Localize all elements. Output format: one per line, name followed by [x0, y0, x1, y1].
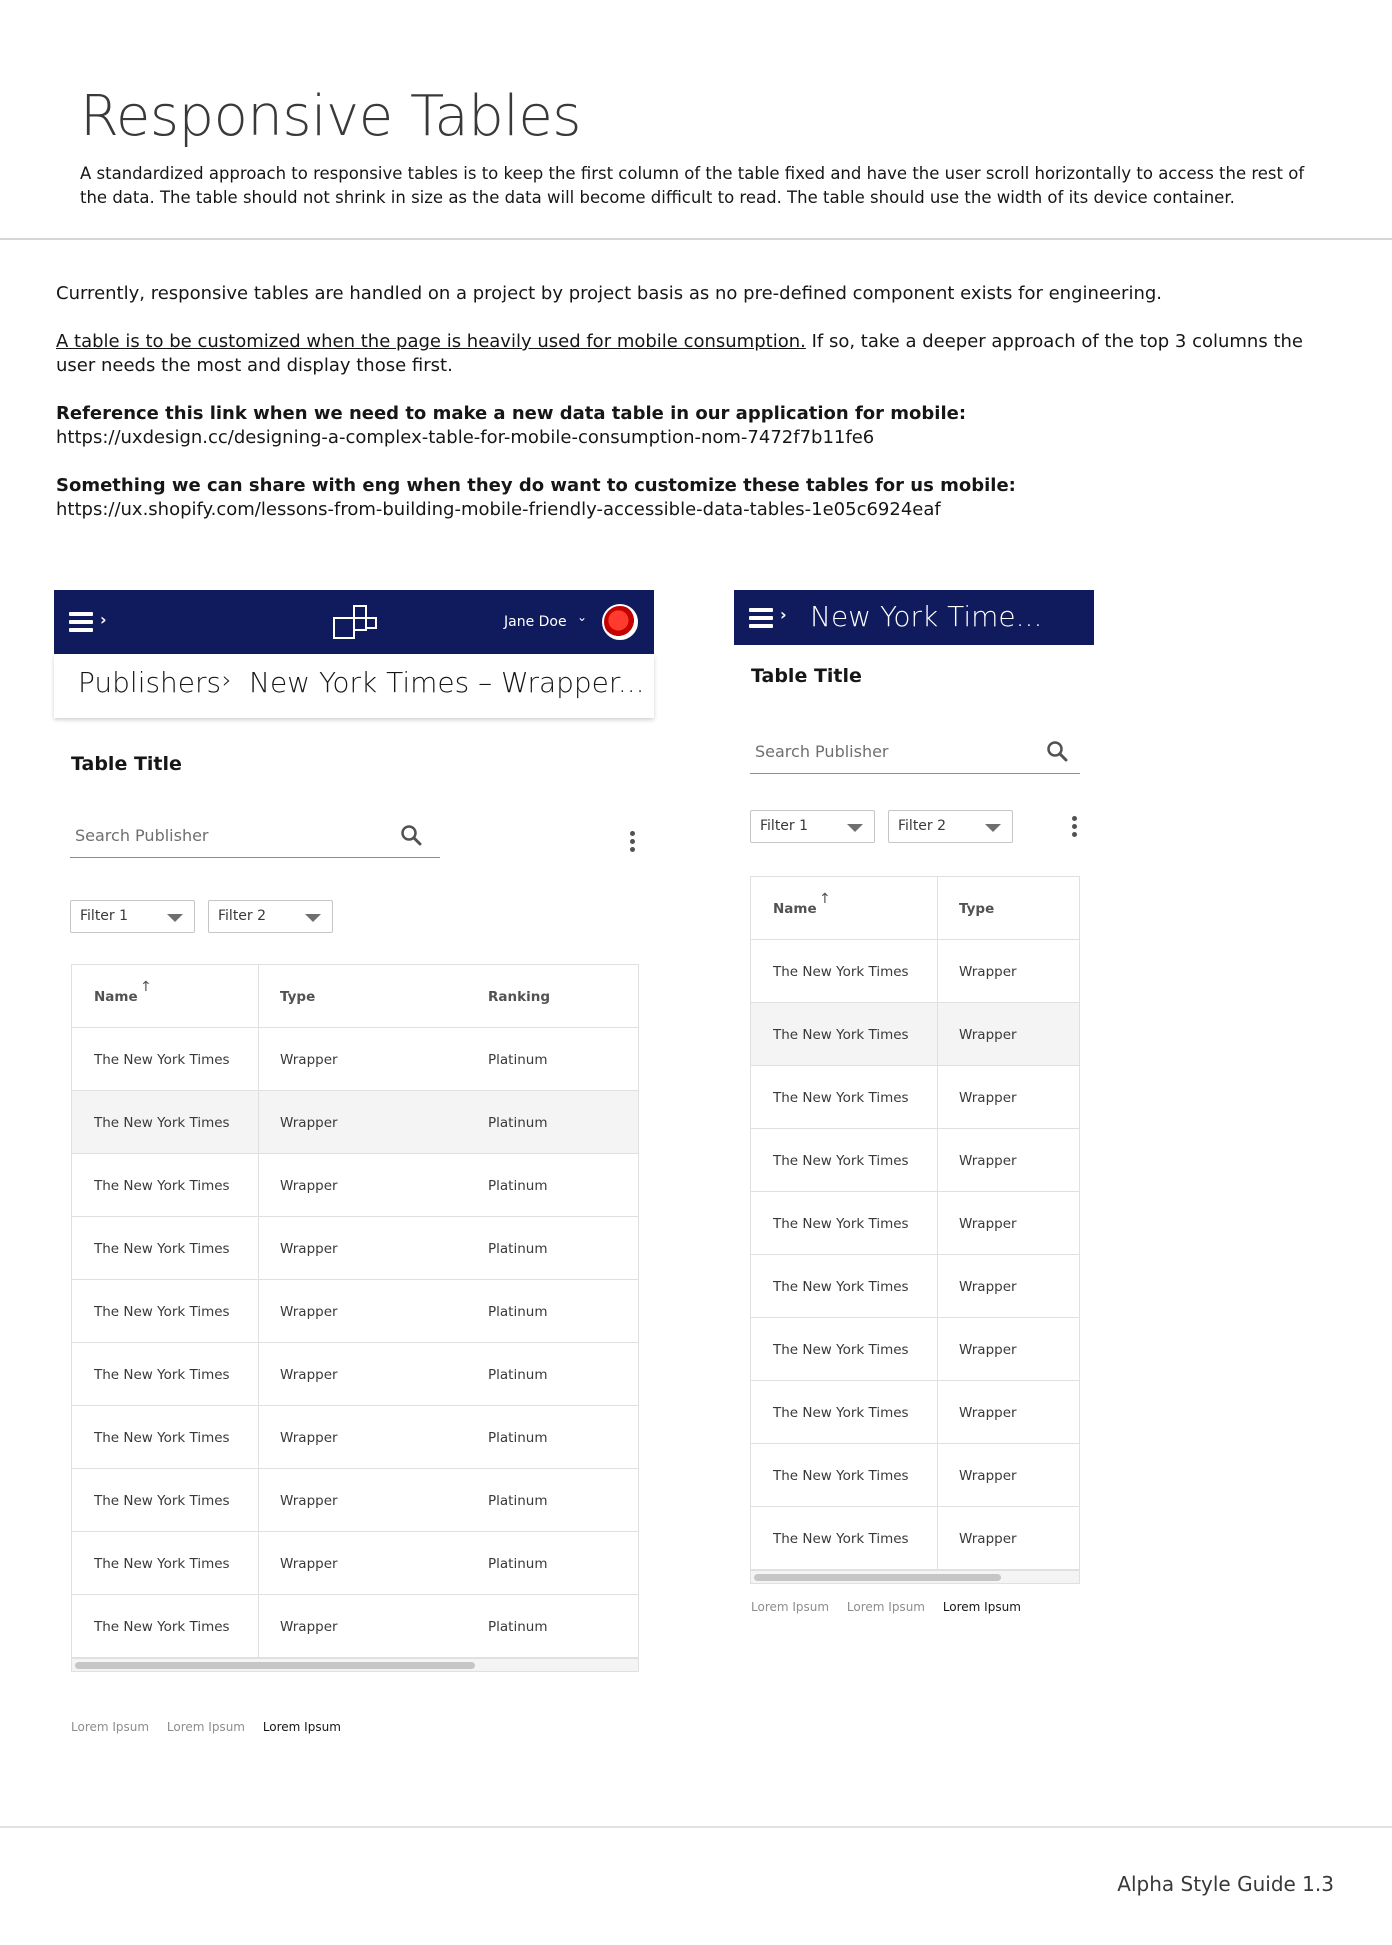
overflow-menu-icon[interactable] — [630, 831, 636, 855]
caret-down-icon — [167, 914, 183, 922]
horizontal-scrollbar[interactable] — [751, 1570, 1079, 1583]
column-header-type[interactable]: Type — [280, 988, 316, 1005]
table-row[interactable] — [72, 1595, 638, 1658]
column-header-type[interactable]: Type — [959, 900, 995, 917]
table-cell: The New York Times — [94, 1492, 230, 1509]
scrollbar-thumb[interactable] — [75, 1662, 475, 1669]
table-cell: Wrapper — [280, 1429, 338, 1446]
caret-down-icon — [847, 824, 863, 832]
table-cell: Wrapper — [959, 1215, 1017, 1232]
table-cell: Wrapper — [959, 1278, 1017, 1295]
column-header-name[interactable]: Name — [94, 988, 138, 1005]
table-cell: The New York Times — [773, 1341, 909, 1358]
table-row[interactable] — [751, 1003, 1079, 1066]
table-cell: Wrapper — [959, 1152, 1017, 1169]
desktop-mockup — [54, 590, 654, 1750]
customization-condition: A table is to be customized when the page is heavily used for mobile consumption. — [56, 331, 806, 352]
table-cell: Platinum — [488, 1303, 548, 1320]
table-cell: Platinum — [488, 1618, 548, 1635]
table-row[interactable] — [72, 1154, 638, 1217]
pagination-link-2[interactable]: Lorem Ipsum — [846, 1600, 925, 1614]
sort-arrow-up-icon[interactable]: ↑ — [819, 891, 831, 907]
table-cell: Platinum — [488, 1492, 548, 1509]
mobile-data-table — [750, 876, 1080, 1584]
table-row[interactable] — [72, 1406, 638, 1469]
table-cell: Wrapper — [280, 1366, 338, 1383]
table-cell: Wrapper — [959, 1404, 1017, 1421]
table-row[interactable] — [751, 1129, 1079, 1192]
avatar[interactable] — [602, 604, 638, 640]
table-cell: Wrapper — [280, 1618, 338, 1635]
desktop-navbar — [54, 590, 654, 654]
mobile-navbar — [734, 590, 1094, 645]
table-row[interactable] — [751, 1192, 1079, 1255]
pagination-link-2[interactable]: Lorem Ipsum — [166, 1720, 245, 1734]
table-row[interactable] — [751, 1444, 1079, 1507]
filter-dropdown-1[interactable] — [750, 810, 875, 843]
table-cell: The New York Times — [773, 1530, 909, 1547]
table-cell: Platinum — [488, 1366, 548, 1383]
caret-down-icon — [305, 914, 321, 922]
table-cell: Platinum — [488, 1177, 548, 1194]
search-placeholder: Search Publisher — [755, 742, 889, 761]
table-row[interactable] — [751, 1318, 1079, 1381]
pagination — [751, 1600, 1035, 1614]
table-cell: The New York Times — [773, 1089, 909, 1106]
table-row[interactable] — [751, 1066, 1079, 1129]
filter-dropdown-2[interactable] — [208, 900, 333, 933]
table-row[interactable] — [72, 1091, 638, 1154]
table-cell: The New York Times — [773, 1467, 909, 1484]
table-cell: Platinum — [488, 1240, 548, 1257]
table-row[interactable] — [751, 1255, 1079, 1318]
table-cell: Platinum — [488, 1555, 548, 1572]
table-cell: The New York Times — [773, 1278, 909, 1295]
hamburger-icon[interactable] — [749, 608, 773, 628]
page-title: Responsive Tables — [80, 84, 581, 149]
table-cell: The New York Times — [94, 1177, 230, 1194]
table-cell: The New York Times — [94, 1051, 230, 1068]
horizontal-scrollbar[interactable] — [72, 1658, 638, 1671]
paragraph-customization — [56, 330, 1346, 378]
table-cell: Wrapper — [959, 1341, 1017, 1358]
breadcrumb-item-publishers[interactable]: Publishers — [78, 666, 222, 699]
chevron-down-icon[interactable]: ⌄ — [577, 610, 588, 624]
reference-link-block-2 — [56, 474, 1346, 522]
table-row[interactable] — [72, 1532, 638, 1595]
mobile-nav-title: New York Time... — [810, 600, 1043, 633]
table-row[interactable] — [72, 1280, 638, 1343]
footer-version: Alpha Style Guide 1.3 — [1117, 1872, 1334, 1896]
hamburger-icon[interactable] — [69, 612, 93, 632]
table-cell: Wrapper — [959, 1089, 1017, 1106]
table-cell: The New York Times — [773, 963, 909, 980]
table-row[interactable] — [751, 940, 1079, 1003]
search-icon[interactable] — [1046, 740, 1068, 762]
table-cell: The New York Times — [773, 1215, 909, 1232]
search-icon[interactable] — [400, 824, 422, 846]
paragraph-current-state: Currently, responsive tables are handled on a project by project basis as no pre-defined component exists for engineering. — [56, 283, 1162, 304]
reference-heading-1: Reference this link when we need to make a new data table in our application for mobile: — [56, 403, 967, 424]
table-cell: Wrapper — [280, 1303, 338, 1320]
reference-heading-2: Something we can share with eng when they do want to customize these tables for us mobile: — [56, 475, 1016, 496]
table-cell: Wrapper — [280, 1051, 338, 1068]
table-title: Table Title — [71, 753, 182, 775]
search-input[interactable] — [750, 742, 1080, 774]
column-header-name[interactable]: Name — [773, 900, 817, 917]
column-header-ranking[interactable]: Ranking — [488, 988, 550, 1005]
filter-label-2: Filter 2 — [218, 908, 267, 924]
table-header-row — [72, 965, 638, 1028]
table-cell: The New York Times — [94, 1429, 230, 1446]
breadcrumb — [54, 654, 654, 718]
table-header-row — [751, 877, 1079, 940]
pagination-link-3[interactable]: Lorem Ipsum — [262, 1720, 341, 1734]
filter-dropdown-2[interactable] — [888, 810, 1013, 843]
table-cell: Wrapper — [959, 1530, 1017, 1547]
table-cell: The New York Times — [94, 1366, 230, 1383]
chevron-right-icon: › — [100, 610, 107, 629]
table-cell: Wrapper — [959, 1026, 1017, 1043]
pagination-link-3[interactable]: Lorem Ipsum — [942, 1600, 1021, 1614]
table-cell: Wrapper — [280, 1114, 338, 1131]
footer-divider — [0, 1826, 1392, 1828]
table-cell: The New York Times — [94, 1240, 230, 1257]
pagination-link-1[interactable]: Lorem Ipsum — [751, 1600, 830, 1614]
table-cell: Platinum — [488, 1114, 548, 1131]
reference-url-1[interactable]: https://uxdesign.cc/designing-a-complex-table-for-mobile-consumption-nom-7472f7b11fe6 — [56, 427, 875, 448]
customization-guidance: If so, take a deeper approach of the top 3 columns the user needs the most and display those first. — [56, 331, 1303, 376]
table-title: Table Title — [751, 665, 862, 687]
caret-down-icon — [985, 824, 1001, 832]
reference-url-2[interactable]: https://ux.shopify.com/lessons-from-building-mobile-friendly-accessible-data-tables-1e05c6924eaf — [56, 499, 941, 520]
filter-label-1: Filter 1 — [760, 818, 809, 834]
column-divider — [937, 877, 938, 1583]
column-divider — [258, 965, 259, 1671]
app-logo-icon[interactable] — [332, 604, 378, 640]
scrollbar-thumb[interactable] — [754, 1574, 1001, 1581]
table-cell: The New York Times — [773, 1026, 909, 1043]
table-cell: Wrapper — [959, 1467, 1017, 1484]
pagination — [71, 1720, 355, 1734]
table-row[interactable] — [72, 1028, 638, 1091]
desktop-data-table — [71, 964, 639, 1672]
filter-label-2: Filter 2 — [898, 818, 947, 834]
pagination-link-1[interactable]: Lorem Ipsum — [71, 1720, 150, 1734]
reference-link-block-1 — [56, 402, 1346, 450]
table-cell: Wrapper — [959, 963, 1017, 980]
table-cell: The New York Times — [773, 1152, 909, 1169]
table-cell: Platinum — [488, 1051, 548, 1068]
table-cell: The New York Times — [94, 1303, 230, 1320]
filter-dropdown-1[interactable] — [70, 900, 195, 933]
search-placeholder: Search Publisher — [75, 826, 209, 845]
table-cell: Wrapper — [280, 1555, 338, 1572]
table-row[interactable] — [72, 1343, 638, 1406]
table-cell: The New York Times — [94, 1618, 230, 1635]
table-cell: The New York Times — [94, 1114, 230, 1131]
page-description: A standardized approach to responsive tables is to keep the first column of the table fixed and have the user scroll horizontally to access the rest of the data. The table should not shrink in size as the data will become difficult to read. The table should use the width of its device container. — [80, 164, 1305, 207]
user-name[interactable]: Jane Doe — [504, 614, 567, 630]
mobile-mockup — [734, 590, 1096, 1630]
sort-arrow-up-icon[interactable]: ↑ — [140, 979, 152, 995]
chevron-right-icon: › — [780, 605, 787, 624]
table-row[interactable] — [751, 1381, 1079, 1444]
table-row[interactable] — [72, 1217, 638, 1280]
search-input[interactable] — [70, 826, 440, 858]
table-row[interactable] — [751, 1507, 1079, 1570]
page-header — [0, 0, 1392, 240]
table-cell: Wrapper — [280, 1177, 338, 1194]
table-cell: Wrapper — [280, 1240, 338, 1257]
table-cell: The New York Times — [94, 1555, 230, 1572]
breadcrumb-item-current: New York Times – Wrapper... — [249, 666, 645, 699]
overflow-menu-icon[interactable] — [1072, 816, 1078, 840]
breadcrumb-separator-icon: › — [222, 666, 232, 694]
table-row[interactable] — [72, 1469, 638, 1532]
filter-label-1: Filter 1 — [80, 908, 129, 924]
table-cell: Platinum — [488, 1429, 548, 1446]
table-cell: Wrapper — [280, 1492, 338, 1509]
table-cell: The New York Times — [773, 1404, 909, 1421]
